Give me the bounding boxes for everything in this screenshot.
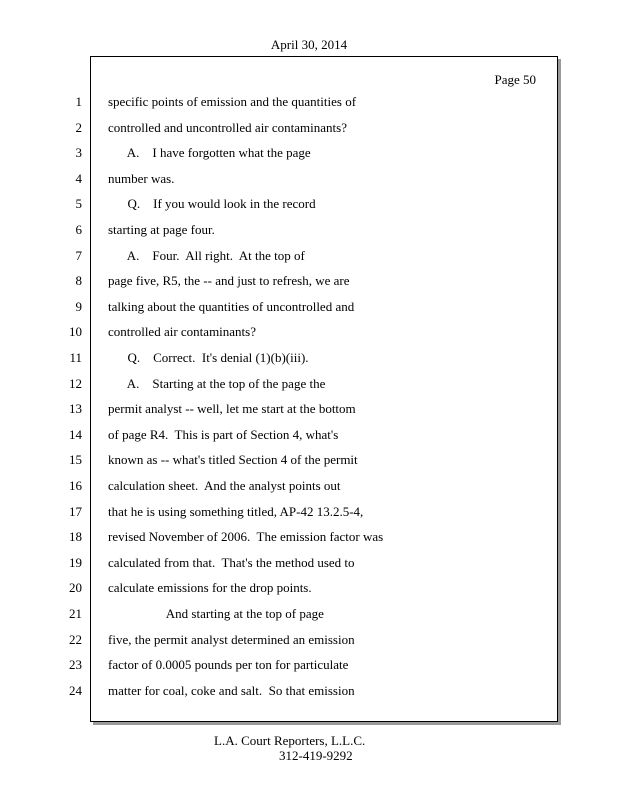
line-number: 5: [75, 196, 82, 211]
line-number: 18: [69, 529, 82, 544]
line-number: 12: [69, 376, 82, 391]
header-date: April 30, 2014: [270, 37, 348, 52]
transcript-line-text: number was.: [108, 171, 175, 186]
transcript-line-text: revised November of 2006. The emission factor was: [108, 529, 384, 544]
line-number: 24: [69, 683, 82, 698]
line-number: 15: [69, 452, 82, 467]
transcript-line-text: factor of 0.0005 pounds per ton for particulate: [108, 657, 349, 672]
line-number: 19: [69, 555, 82, 570]
line-number: 17: [69, 504, 82, 519]
line-number: 3: [75, 145, 82, 160]
line-number: 21: [69, 606, 82, 621]
page-number: Page 50: [494, 72, 536, 87]
transcript-line-text: five, the permit analyst determined an emission: [108, 632, 355, 647]
transcript-line-text: permit analyst -- well, let me start at the bottom: [108, 401, 356, 416]
line-number: 8: [75, 273, 82, 288]
line-number: 20: [69, 580, 82, 595]
transcript-line-text: starting at page four.: [108, 222, 215, 237]
transcript-line-text: Q. Correct. It's denial (1)(b)(iii).: [108, 350, 309, 365]
footer-phone: 312-419-9292: [279, 748, 353, 763]
line-number: 6: [75, 222, 82, 237]
line-number: 22: [69, 632, 82, 647]
line-number: 10: [69, 324, 82, 339]
line-number: 11: [69, 350, 82, 365]
line-number: 14: [69, 427, 82, 442]
transcript-line-text: calculated from that. That's the method used to: [108, 555, 355, 570]
transcript-line-text: calculation sheet. And the analyst points out: [108, 478, 341, 493]
line-number: 4: [75, 171, 82, 186]
transcript-line-text: A. Starting at the top of the page the: [108, 376, 326, 391]
footer-company: L.A. Court Reporters, L.L.C.: [214, 733, 366, 748]
transcript-line-text: talking about the quantities of uncontrolled and: [108, 299, 355, 314]
transcript-line-text: And starting at the top of page: [108, 606, 324, 621]
transcript-line-text: page five, R5, the -- and just to refresh, we are: [108, 273, 350, 288]
transcript-line-text: controlled and uncontrolled air contaminants?: [108, 120, 347, 135]
line-number: 1: [75, 94, 82, 109]
line-number: 16: [69, 478, 82, 493]
line-number: 7: [75, 248, 82, 263]
line-number: 9: [75, 299, 82, 314]
transcript-line-text: A. Four. All right. At the top of: [108, 248, 305, 263]
transcript-line-text: specific points of emission and the quantities of: [108, 94, 357, 109]
transcript-line-text: that he is using something titled, AP-42 13.2.5-4,: [108, 504, 364, 519]
transcript-line-text: controlled air contaminants?: [108, 324, 257, 339]
line-number: 13: [69, 401, 82, 416]
line-number: 2: [75, 120, 82, 135]
transcript-line-text: of page R4. This is part of Section 4, what's: [108, 427, 339, 442]
line-number: 23: [69, 657, 82, 672]
transcript-line-text: A. I have forgotten what the page: [108, 145, 311, 160]
transcript-line-text: Q. If you would look in the record: [108, 196, 316, 211]
transcript-line-text: matter for coal, coke and salt. So that emission: [108, 683, 355, 698]
transcript-line-text: calculate emissions for the drop points.: [108, 580, 312, 595]
transcript-line-text: known as -- what's titled Section 4 of the permit: [108, 452, 358, 467]
